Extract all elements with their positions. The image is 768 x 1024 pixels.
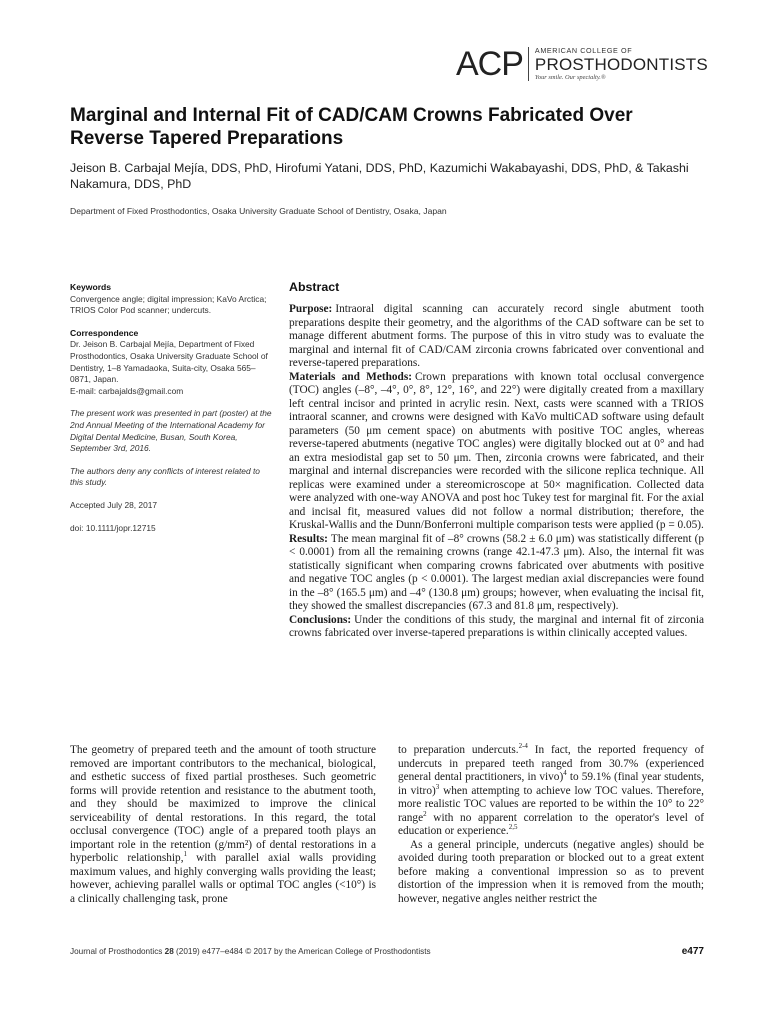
body-column-right — [398, 744, 704, 906]
correspondence-email[interactable]: E-mail: carbajalds@gmail.com — [70, 385, 184, 396]
body-text: to preparation undercuts. — [398, 744, 519, 756]
conflict-statement: The authors deny any conflicts of interest related to this study. — [70, 465, 260, 488]
results-text: The mean marginal fit of –8° crowns (58.2 ± 6.0 μm) was statistically different (p < 0.0001) from all the remaining crowns (range 42.1-47.3 μm). Also, the internal fit was statistically significant when comparing crowns fabricated over abutments with positive and negative TOC angles (p < 0.0001). The largest median axial discrepancies were found in the –8° (165.5 μm) and –4° (130.8 μm) groups; however, when evaluating the incisal fit, they showed the smallest discrepancies (67.3 and 81.8 μm, respectively). — [289, 532, 704, 612]
logo-mark: ACP — [456, 45, 523, 83]
purpose-text: Intraoral digital scanning can accurately record single abutment tooth preparations despite their geometry, and the algorithms of the CAD software can be set to manage different abutment forms. The purpose of this in vitro study was to evaluate the marginal and internal fit of CAD/CAM zirconia crowns fabricated over conventional and reverse-tapered preparations. — [289, 303, 704, 369]
body-text: In fact, the reported frequency of undercuts in prepared teeth ranged from 30.7% (experienced general dental practitioners, in vivo) — [398, 744, 704, 783]
keywords-heading: Keywords — [70, 282, 112, 292]
citation-ref[interactable]: 2-4 — [518, 742, 528, 751]
page-footer — [70, 946, 704, 957]
body-paragraph: As a general principle, undercuts (negative angles) should be avoided during tooth preparation or blocked out to a great extent before making a conventional impression so as to prevent distortion of the impression when it is removed from the mouth; however, negative angles neither restrict the — [398, 838, 704, 905]
journal-details: (2019) e477–e484 © 2017 by the American College of Prosthodontists — [173, 947, 431, 956]
abstract-purpose — [289, 303, 704, 371]
presentation-note: The present work was presented in part (poster) at the 2nd Annual Meeting of the International Academy for Digital Dental Medicine, Busan, South Korea, September 3rd, 2016. — [70, 408, 272, 454]
body-text: when attempting to achieve low TOC values. Therefore, more realistic TOC values are reported to be within the 10° to 22° range — [398, 784, 704, 824]
conclusions-label: Conclusions: — [289, 613, 352, 626]
conclusions-text: Under the conditions of this study, the marginal and internal fit of zirconia crowns fabricated over inverse-tapered preparations is within clinically accepted values. — [289, 613, 704, 639]
citation-ref[interactable]: 2,5 — [508, 823, 518, 832]
citation-ref[interactable]: 4 — [563, 769, 567, 778]
body-text: The geometry of prepared teeth and the amount of tooth structure removed are important contributors to the mechanical, biological, and esthetic success of fixed partial prostheses. Such geometric forms will provide retention and resistance to the abutment tooth, and they should be maximized to improve the clinical serviceability of dental restorations. In this regard, the total occlusal convergence (TOC) angle of a prepared tooth plays an important role in the retention (g/mm²) of dental restorations in a hyperbolic relationship, — [70, 744, 376, 864]
abstract-heading: Abstract — [289, 280, 340, 294]
abstract-conclusions — [289, 614, 704, 641]
abstract-results — [289, 533, 704, 614]
journal-volume: 28 — [164, 947, 174, 956]
affiliation: Department of Fixed Prosthodontics, Osaka University Graduate School of Dentistry, Osaka, Japan — [70, 206, 447, 216]
acp-logo — [456, 44, 708, 84]
abstract-methods — [289, 371, 704, 533]
citation-ref[interactable]: 2 — [423, 809, 427, 818]
journal-citation — [70, 947, 431, 956]
methods-label: Materials and Methods: — [289, 370, 412, 383]
keywords-text: Convergence angle; digital impression; KaVo Arctica; TRIOS Color Pod scanner; undercuts. — [70, 293, 267, 316]
body-text: with parallel axial walls providing maximum values, and highly converging walls providing the least; however, achieving parallel walls or optimal TOC angles (<10°) is a clinically challenging task, prone — [70, 852, 376, 905]
correspondence-address: Dr. Jeison B. Carbajal Mejía, Department of Fixed Prosthodontics, Osaka University Graduate School of Dentistry, 1–8 Yamadaoka, Suita-city, Osaka 565–0871, Japan. — [70, 339, 268, 385]
body-paragraph — [70, 744, 376, 906]
journal-name: Journal of Prosthodontics — [70, 947, 163, 956]
purpose-label: Purpose: — [289, 303, 333, 315]
keywords-block — [70, 282, 275, 317]
body-text: with no apparent correlation to the operator's level of education or experience. — [398, 811, 704, 837]
correspondence-block — [70, 328, 275, 398]
article-sidebar — [70, 282, 275, 545]
abstract-section — [289, 280, 704, 641]
logo-line-2: PROSTHODONTISTS — [534, 54, 708, 74]
doi-link[interactable]: doi: 10.1111/jopr.12715 — [70, 522, 156, 533]
logo-text — [535, 47, 708, 82]
accepted-date: Accepted July 28, 2017 — [70, 499, 158, 510]
citation-ref[interactable]: 3 — [435, 782, 440, 791]
results-label: Results: — [289, 532, 328, 545]
logo-divider — [528, 47, 529, 81]
citation-ref[interactable]: 1 — [183, 850, 188, 859]
correspondence-heading: Correspondence — [70, 327, 139, 338]
logo-tagline: Your smile. Our specialty.® — [534, 73, 606, 81]
body-text: to 59.1% (final year students, in vitro) — [398, 771, 704, 797]
author-list: Jeison B. Carbajal Mejía, DDS, PhD, Hirofumi Yatani, DDS, PhD, Kazumichi Wakabayashi, DDS, PhD, & Takashi Nakamura, DDS, PhD — [70, 161, 689, 191]
methods-text: Crown preparations with known total occlusal convergence (TOC) angles (–8°, –4°, 0°, 8°, 12°, 16°, and 22°) were digitally created from a maxillary left central incisor and printed in acrylic resin. Next, casts were scanned with a TRIOS intraoral scanner, and crowns were designed with KaVo multiCAD software using default parameters (50 μm cement space) on abutments with positive TOC angles, whereas reverse-tapered abutments (negative TOC angles) were digitally blocked out at 0° and had an extra mesiodistal gap set to 50 μm. Then, zirconia crowns were fabricated, and their marginal and internal discrepancies were recorded with the silicone replica technique. All replicas were examined under a stereomicroscope at 50× magnification. Collected data were analyzed with one-way ANOVA and post hoc Tukey test for marginal fit. For the axial and incisal fit, measured values did not follow a normal distribution; therefore, the Kruskal-Wallis and the Dunn/Bonferroni multiple comparison tests were applied (p = 0.05). — [289, 370, 704, 531]
article-title: Marginal and Internal Fit of CAD/CAM Crowns Fabricated Over Reverse Tapered Preparations — [70, 105, 633, 149]
page-number: e477 — [681, 946, 704, 957]
body-paragraph — [398, 744, 704, 839]
body-column-left — [70, 744, 376, 906]
logo-line-1: AMERICAN COLLEGE OF — [534, 45, 633, 55]
